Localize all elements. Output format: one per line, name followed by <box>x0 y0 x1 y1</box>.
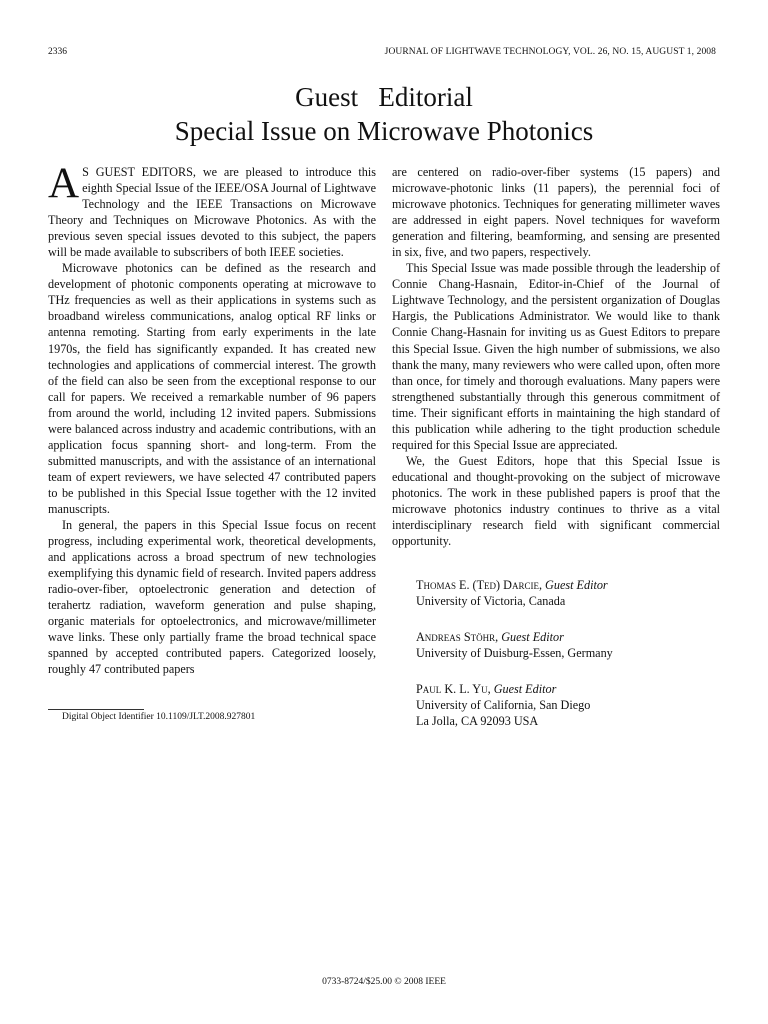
editor-affiliation: University of California, San Diego <box>416 698 591 712</box>
editor-affiliation: University of Duisburg-Essen, Germany <box>416 646 613 660</box>
signature-yu: Paul K. L. Yu, Guest Editor University of California, San Diego La Jolla, CA 92093 USA <box>416 681 613 729</box>
article-title <box>0 80 768 148</box>
paragraph-4: are centered on radio-over-fiber systems (15 papers) and microwave-photonic links (11 papers), the perennial foci of microwave photonics. Techniques for generating millimeter waves are addressed in eight papers. Novel techniques for waveform generation and filtering, beamforming, and sensing are presented in six, five, and two papers, respectively. <box>392 165 720 260</box>
paragraph-6: We, the Guest Editors, hope that this Special Issue is educational and thought-provoking on the subject of microwave photonics. The work in these published papers is proof that the microwave photonics industry continues to thrive as a vital interdisciplinary research field with significant commercial opportunity. <box>392 453 720 549</box>
editor-name: Andreas Stöhr <box>416 630 496 644</box>
right-column <box>392 164 720 549</box>
paragraph-1-text: S GUEST EDITORS, we are pleased to introduce this eighth Special Issue of the IEEE/OSA Journal of Lightwave Technology and the IEEE Transactions on Microwave Theory and Techniques on Microwave Photonics. As with the previous seven special issues devoted to this subject, the papers will be made available to subscribers of both IEEE societies. <box>48 165 376 260</box>
title-line-2: Special Issue on Microwave Photonics <box>174 116 594 146</box>
page-number: 2336 <box>48 47 67 57</box>
editor-address: La Jolla, CA 92093 USA <box>416 714 539 728</box>
title-line-1: Guest Editorial <box>295 82 473 112</box>
paragraph-5: This Special Issue was made possible through the leadership of Connie Chang-Hasnain, Editor-in-Chief of the Journal of Lightwave Technology, and the persistent organization of Douglas Hargis, the Publications Administrator. We would like to thank Connie Chang-Hasnain for inviting us as Guest Editors to prepare this Special Issue. Given the high number of submissions, we also thank the many, many reviewers who were called upon, often more than once, for timely and thorough evaluations. Many papers were strengthened substantially through this generous commitment of time. Their significant efforts in maintaining the high standard of this publication while adhering to the tight production schedule required for this Special Issue are appreciated. <box>392 261 720 452</box>
editor-name: Paul K. L. Yu <box>416 682 488 696</box>
paragraph-1 <box>48 160 376 260</box>
signature-darcie: Thomas E. (Ted) Darcie, Guest Editor University of Victoria, Canada <box>416 577 613 609</box>
copyright-footer: 0733-8724/$25.00 © 2008 IEEE <box>322 977 446 987</box>
paragraph-3: In general, the papers in this Special Issue focus on recent progress, including experimental work, theoretical developments, and applications across a broad spectrum of new technologies exemplifying this dynamic field of research. Invited papers address radio-over-fiber, optoelectronic generation and detection of terahertz radiation, waveform generation and pulse shaping, organic materials for optoelectronics, and microwave/millimeter wave links. These only partially frame the broad technical space spanned by accepted contributed papers. Categorized loosely, roughly 47 contributed papers <box>48 518 376 677</box>
editor-affiliation: University of Victoria, Canada <box>416 594 566 608</box>
doi-footnote: Digital Object Identifier 10.1109/JLT.2008.927801 <box>62 712 256 722</box>
paragraph-2: Microwave photonics can be defined as the research and development of photonic components operating at microwave to THz frequencies as well as their applications in systems such as broadband wireless communications, analog optical RF links or antenna remoting. Starting from early experiments in the late 1970s, the field has significantly expanded. It has created new technologies and applications of commercial interest. The growth of the field can also be seen from the exceptional response to our call for papers. We received a remarkable number of 96 papers from around the world, including 12 invited papers. Submissions were balanced across industry and academic contributions, with an application focus spanning short- and long-term. From the submitted manuscripts, and with the assistance of an international team of expert reviewers, we have selected 47 contributed papers to be published in this Special Issue together with the 12 invited manuscripts. <box>48 261 376 516</box>
drop-cap: A <box>48 160 80 207</box>
running-header: JOURNAL OF LIGHTWAVE TECHNOLOGY, VOL. 26, NO. 15, AUGUST 1, 2008 <box>384 47 716 57</box>
guest-editor-signatures <box>416 577 613 749</box>
footnote-rule <box>48 709 144 710</box>
editor-role: Guest Editor <box>501 630 564 644</box>
left-column <box>48 160 376 678</box>
editor-role: Guest Editor <box>493 682 557 696</box>
editor-role: Guest Editor <box>545 578 608 592</box>
signature-stohr: Andreas Stöhr, Guest Editor University of Duisburg-Essen, Germany <box>416 630 613 660</box>
editor-name: Thomas E. (Ted) Darcie <box>416 578 539 592</box>
